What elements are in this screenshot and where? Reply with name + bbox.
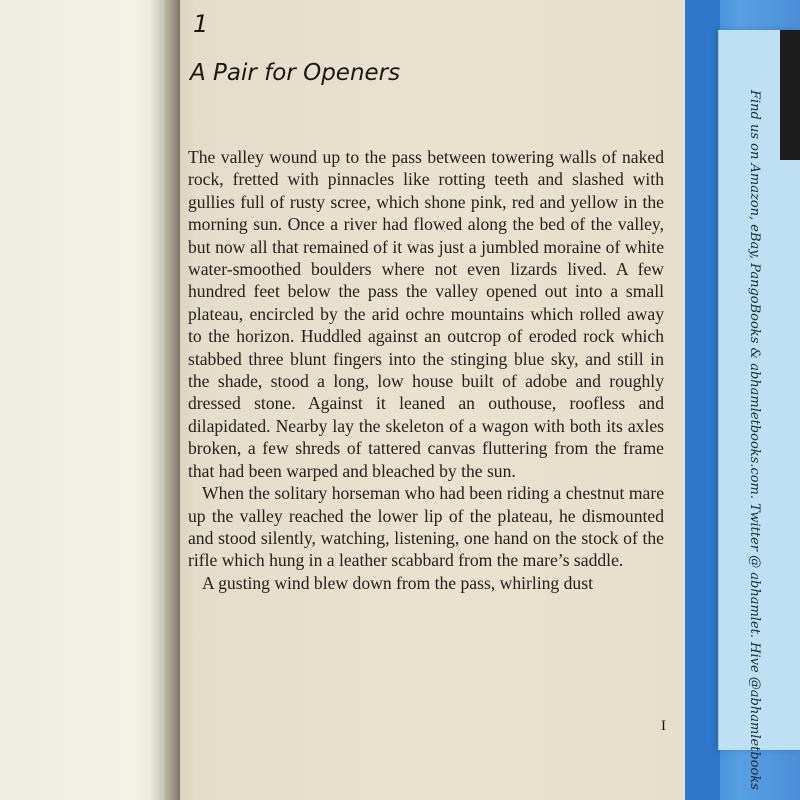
body-text [188,146,664,594]
page-gutter [150,0,180,800]
blue-cover-edge [680,0,720,800]
paragraph: A gusting wind blew down from the pass, whirling dust [202,572,593,593]
paragraph: When the solitary horseman who had been riding a chestnut mare up the valley reached the lower lip of the plateau, he dismounted and stood silently, watching, listening, one hand on the stock of the rifle which hung in a leather scabbard from the mare’s saddle. [188,483,664,571]
left-page [0,0,168,800]
page-number: I [661,718,666,734]
sticker-dark-band [780,30,800,160]
sticker-text: Find us on Amazon, eBay, PangoBooks & abhamletbooks.com. Twitter @ abhamlet. Hive @abhamletbooks [747,90,762,790]
chapter-number: 1 [193,10,209,38]
chapter-title: A Pair for Openers [190,60,401,86]
paragraph: The valley wound up to the pass between towering walls of naked rock, fretted with pinnacles like rotting teeth and slashed with gullies full of rusty scree, which shone pink, red and yellow in the morning sun. Once a river had flowed along the bed of the valley, but now all that remained of it was just a jumbled moraine of white water-smoothed boulders where not even lizards lived. A few hundred feet below the pass the valley opened out into a small plateau, encircled by the arid ochre mountains which rolled away to the horizon. Huddled against an outcrop of eroded rock which stabbed three blunt fingers into the stinging blue sky, and still in the shade, stood a long, low house built of adobe and roughly dressed stone. Against it leaned an outhouse, roofless and dilapidated. Nearby lay the skeleton of a wagon with both its axles broken, a few shreds of tattered canvas fluttering from the frame that had been warped and bleached by the sun. [188,147,664,481]
